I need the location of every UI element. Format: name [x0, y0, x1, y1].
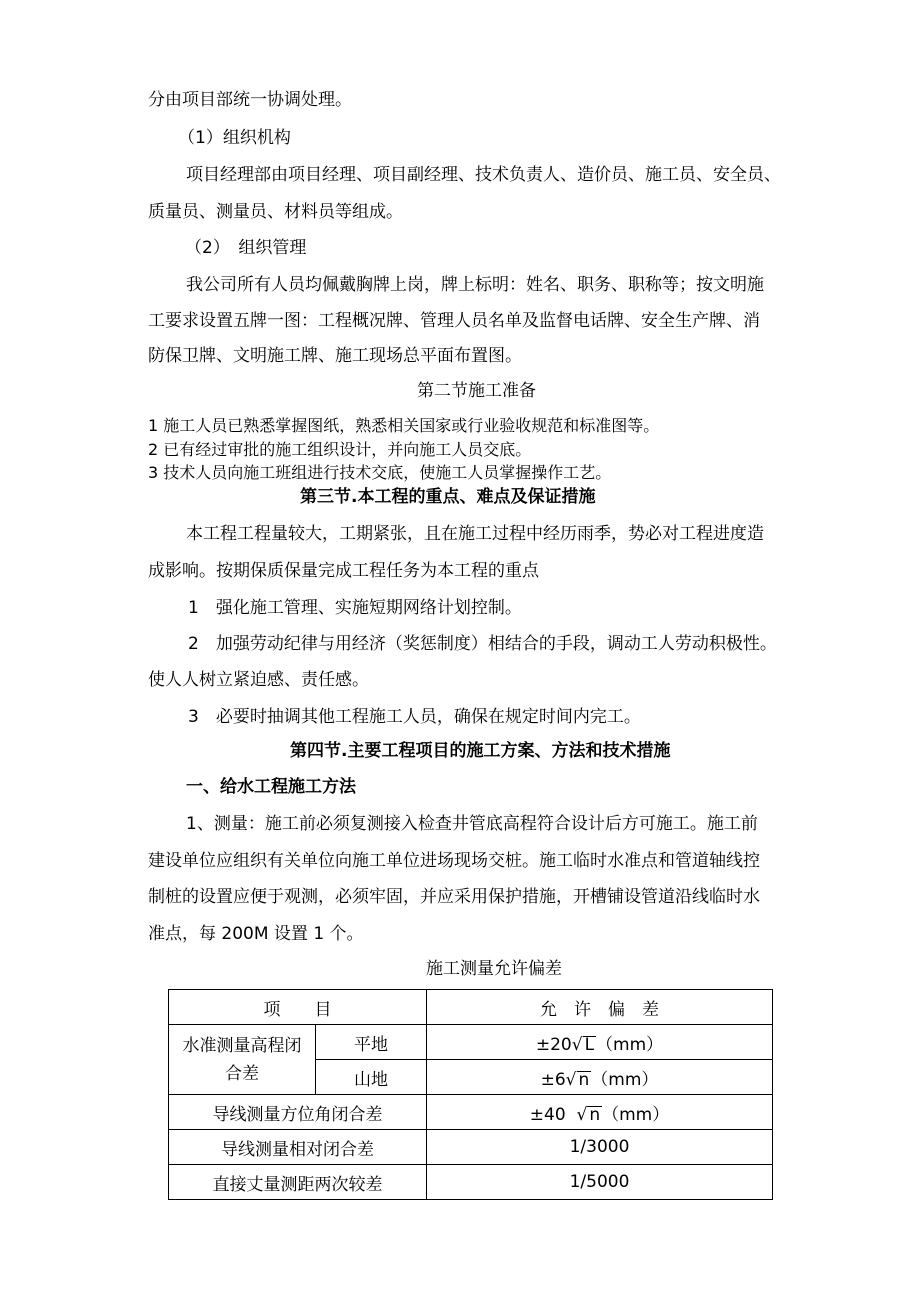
flat-value [427, 1025, 773, 1060]
level-closure-label: 水准测量高程闭合差 [169, 1025, 316, 1095]
distance-diff-label: 直接丈量测距两次较差 [169, 1165, 427, 1200]
text-line: 准点，每 200M 设置 1 个。 [148, 924, 364, 944]
text-line: 质量员、测量员、材料员等组成。 [148, 202, 403, 222]
table-row [169, 1130, 773, 1165]
list-item: 3 技术人员向施工班组进行技术交底，使施工人员掌握操作工艺。 [148, 463, 612, 482]
list-item: 2 已有经过审批的施工组织设计，并向施工人员交底。 [148, 440, 532, 459]
subheading-org-management: （2） 组织管理 [185, 238, 307, 258]
section-heading-key-points: 第三节.本工程的重点、难点及保证措施 [300, 487, 596, 507]
subheading-org-structure: （1）组织机构 [178, 128, 291, 148]
mountain-value [427, 1060, 773, 1095]
list-item: 1 施工人员已熟悉掌握图纸，熟悉相关国家或行业验收规范和标准图等。 [148, 416, 660, 435]
table-header-row [169, 990, 773, 1025]
flat-label: 平地 [316, 1025, 427, 1060]
flat-unit: （mm） [596, 1034, 664, 1055]
azimuth-radicand: n [589, 1104, 601, 1125]
text-line: 项目经理部由项目经理、项目副经理、技术负责人、造价员、施工员、安全员、 [186, 165, 781, 185]
text-line: 本工程工程量较大，工期紧张，且在施工过程中经历雨季，势必对工程进度造 [186, 524, 764, 544]
sqrt-icon: √ [576, 1104, 588, 1125]
text-line: 防保卫牌、文明施工牌、施工现场总平面布置图。 [148, 346, 522, 366]
survey-tolerance-table [168, 989, 773, 1200]
text-line: 使人人树立紧迫感、责任感。 [148, 670, 369, 690]
text-line: 我公司所有人员均佩戴胸牌上岗，牌上标明：姓名、职务、职称等；按文明施 [186, 275, 764, 295]
list-item: 2 加强劳动纪律与用经济（奖惩制度）相结合的手段，调动工人劳动积极性。 [188, 634, 777, 654]
table-row [169, 1025, 773, 1060]
azimuth-value [427, 1095, 773, 1130]
azimuth-unit: （mm） [602, 1104, 670, 1125]
mountain-prefix: ±6 [540, 1069, 566, 1090]
azimuth-prefix: ±40 [529, 1104, 566, 1125]
sqrt-icon: √ [571, 1034, 583, 1055]
mountain-label: 山地 [316, 1060, 427, 1095]
mountain-unit: （mm） [591, 1069, 659, 1090]
relative-closure-value: 1/3000 [427, 1130, 773, 1165]
text-line: 工要求设置五牌一图：工程概况牌、管理人员名单及监督电话牌、安全生产牌、消 [148, 311, 760, 331]
subheading-water-supply: 一、给水工程施工方法 [186, 777, 356, 797]
header-item: 项 目 [169, 990, 427, 1025]
section-heading-preparation: 第二节施工准备 [417, 381, 536, 401]
table-row [169, 1095, 773, 1130]
flat-prefix: ±20 [535, 1034, 572, 1055]
header-tolerance: 允 许 偏 差 [427, 990, 773, 1025]
list-item: 3 必要时抽调其他工程施工人员，确保在规定时间内完工。 [188, 707, 641, 727]
sqrt-icon: √ [565, 1069, 577, 1090]
distance-diff-value: 1/5000 [427, 1165, 773, 1200]
section-heading-construction-plan: 第四节.主要工程项目的施工方案、方法和技术措施 [290, 741, 671, 761]
text-line: 1、测量：施工前必须复测接入检查井管底高程符合设计后方可施工。施工前 [186, 814, 758, 834]
text-line: 制桩的设置应便于观测，必须牢固，并应采用保护措施，开槽铺设管道沿线临时水 [148, 887, 760, 907]
table-row [169, 1165, 773, 1200]
mountain-radicand: n [578, 1069, 590, 1090]
flat-radicand: L [584, 1034, 595, 1055]
text-line: 建设单位应组织有关单位向施工单位进场现场交桩。施工临时水准点和管道轴线控 [148, 851, 760, 871]
relative-closure-label: 导线测量相对闭合差 [169, 1130, 427, 1165]
table-caption: 施工测量允许偏差 [426, 959, 562, 979]
azimuth-label: 导线测量方位角闭合差 [169, 1095, 427, 1130]
text-line: 分由项目部统一协调处理。 [148, 90, 352, 110]
list-item: 1 强化施工管理、实施短期网络计划控制。 [188, 598, 522, 618]
text-line: 成影响。按期保质保量完成工程任务为本工程的重点 [148, 561, 539, 581]
